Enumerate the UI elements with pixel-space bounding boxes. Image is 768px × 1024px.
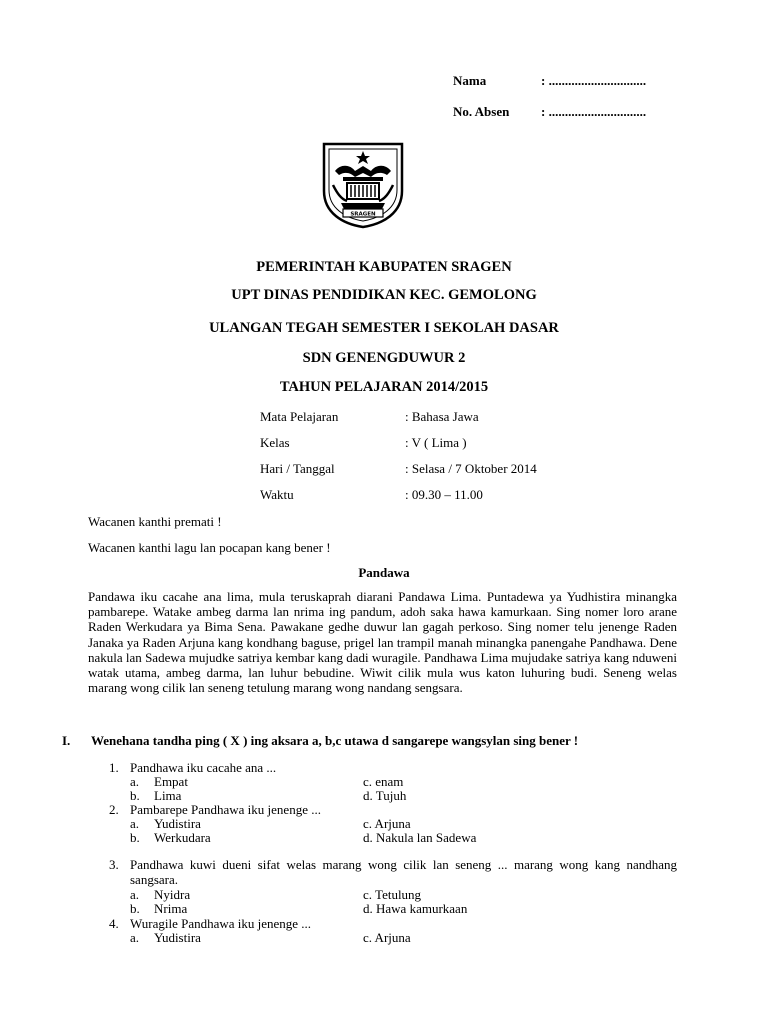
- q2-d-option[interactable]: d. Nakula lan Sadewa: [363, 830, 477, 845]
- q4-number: 4.: [109, 916, 119, 931]
- header-line-1: PEMERINTAH KABUPATEN SRAGEN: [256, 259, 512, 275]
- q1-b-option[interactable]: Lima: [154, 788, 182, 803]
- q1-number: 1.: [109, 760, 119, 775]
- section-title: Wenehana tandha ping ( X ) ing aksara a, b,c utawa d sangarepe wangsylan sing bener !: [91, 733, 579, 748]
- q2-b-option[interactable]: Werkudara: [154, 830, 211, 845]
- q3-a-label[interactable]: a.: [130, 887, 140, 902]
- header-line-3: ULANGAN TEGAH SEMESTER I SEKOLAH DASAR: [209, 320, 559, 336]
- q4-a-label[interactable]: a.: [130, 930, 140, 945]
- q3-b-label[interactable]: b.: [130, 901, 140, 916]
- q2-text: Pambarepe Pandhawa iku jenenge ...: [130, 802, 321, 817]
- q3-text: Pandhawa kuwi dueni sifat welas marang wong cilik lan seneng ... marang wong kang nandhang sangsara.: [130, 857, 677, 888]
- q1-b-label[interactable]: b.: [130, 788, 140, 803]
- info-value-date: : Selasa / 7 Oktober 2014: [405, 461, 537, 476]
- q4-a-option[interactable]: Yudistira: [154, 930, 201, 945]
- name-field[interactable]: : ..............................: [541, 73, 647, 88]
- svg-text:SRAGEN: SRAGEN: [350, 211, 376, 218]
- q2-b-label[interactable]: b.: [130, 830, 140, 845]
- name-label: Nama: [453, 73, 487, 88]
- q3-d-option[interactable]: d. Hawa kamurkaan: [363, 901, 468, 916]
- info-value-time: : 09.30 – 11.00: [405, 487, 483, 502]
- info-label-class: Kelas: [260, 435, 290, 450]
- header-line-4: SDN GENENGDUWUR 2: [302, 350, 466, 366]
- header-line-2: UPT DINAS PENDIDIKAN KEC. GEMOLONG: [231, 287, 537, 303]
- info-label-date: Hari / Tanggal: [260, 461, 335, 476]
- q3-b-option[interactable]: Nrima: [154, 901, 188, 916]
- section-number: I.: [62, 733, 71, 748]
- instruction-2: Wacanen kanthi lagu lan pocapan kang bener !: [88, 540, 331, 555]
- info-label-time: Waktu: [260, 487, 294, 502]
- absen-field[interactable]: : ..............................: [541, 104, 647, 119]
- q2-c-option[interactable]: c. Arjuna: [363, 816, 411, 831]
- reading-title: Pandawa: [358, 565, 410, 580]
- q1-d-option[interactable]: d. Tujuh: [363, 788, 407, 803]
- instruction-1: Wacanen kanthi premati !: [88, 514, 222, 529]
- q2-a-label[interactable]: a.: [130, 816, 140, 831]
- info-label-subject: Mata Pelajaran: [260, 409, 339, 424]
- q3-number: 3.: [109, 857, 119, 872]
- q2-a-option[interactable]: Yudistira: [154, 816, 201, 831]
- q3-c-option[interactable]: c. Tetulung: [363, 887, 422, 902]
- q4-c-option[interactable]: c. Arjuna: [363, 930, 411, 945]
- q1-text: Pandhawa iku cacahe ana ...: [130, 760, 277, 775]
- absen-label: No. Absen: [453, 104, 510, 119]
- header-line-5: TAHUN PELAJARAN 2014/2015: [279, 379, 489, 395]
- info-value-subject: : Bahasa Jawa: [405, 409, 479, 424]
- q2-number: 2.: [109, 802, 119, 817]
- info-value-class: : V ( Lima ): [405, 435, 467, 450]
- emblem-banner-text: [350, 212, 376, 218]
- q1-c-option[interactable]: c. enam: [363, 774, 404, 789]
- reading-text: Pandawa iku cacahe ana lima, mula teruskaprah diarani Pandawa Lima. Puntadewa ya Yudhistira minangka pambarepe. Watake ambeg darma lan nrima ing pandum, adoh saka hawa kamurkaan. Sing nomer loro arane Raden Werkudara ya Bima Sena. Pawakane gedhe duwur lan gagah perkoso. Sing nomer telu jenenge Raden Janaka ya Raden Arjuna kang kondhang baguse, prigel lan trampil manah minangka panengahe Pandhawa. Dene nakula lan Sadewa mujudke satriya kembar kang dadi wuragile. Pandhawa Lima mujudake satriya kang nduweni watak utama, ambeg darma, lan luhur bebudine. Wiwit cilik mula wus katon luhuring budi. Seneng welas marang wong cilik lan seneng tetulung marang wong nandang sengsara.: [88, 589, 677, 696]
- q4-text: Wuragile Pandhawa iku jenenge ...: [130, 916, 312, 931]
- sragen-emblem-logo: [321, 141, 405, 229]
- q1-a-option[interactable]: Empat: [154, 774, 188, 789]
- q1-a-label[interactable]: a.: [130, 774, 140, 789]
- q3-a-option[interactable]: Nyidra: [154, 887, 191, 902]
